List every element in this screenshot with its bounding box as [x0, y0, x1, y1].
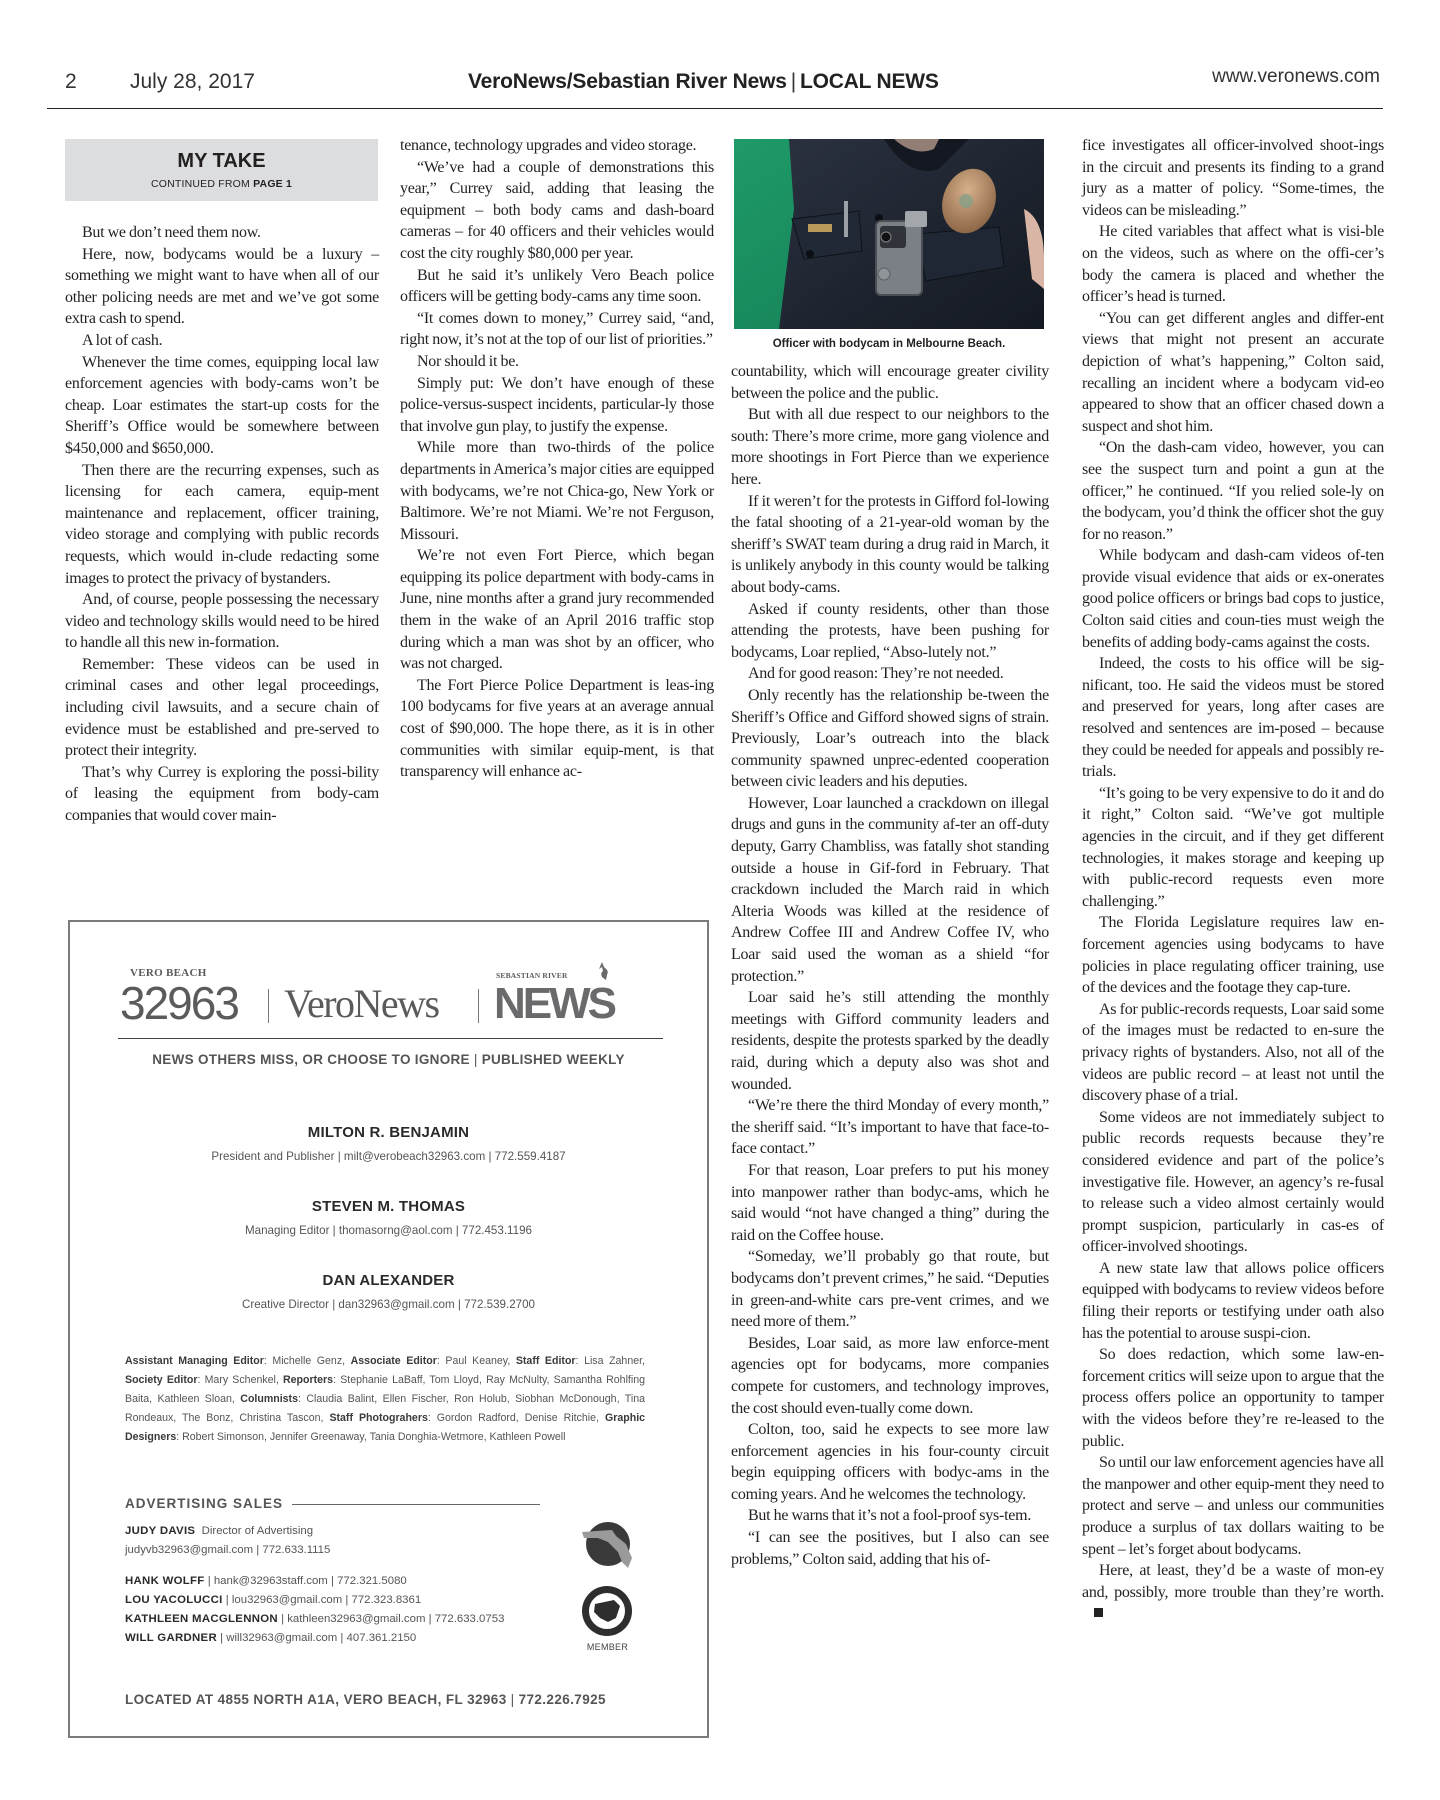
staff-role: Columnists: [240, 1393, 298, 1405]
location-line: [125, 1692, 606, 1708]
button: [806, 250, 814, 258]
article-column-4: [1082, 135, 1384, 1625]
logo-news: NEWS: [494, 979, 614, 1028]
staff-names: Paul Keaney: [445, 1355, 508, 1367]
logo-sebastian-river: SEBASTIAN RIVER: [496, 971, 568, 980]
paragraph: Loar said he’s still attending the monthly meetings with Gifford community leaders and residents, despite the protests sparked by the deadly raid, during which a deputy also was shot and wounded.: [731, 989, 1049, 1093]
paragraph: But we don’t need them now.: [82, 224, 261, 241]
paragraph: “You can get different angles and differ-ent views that might not present an accurate depiction of what’s happening,” Colton said, recalling an incident where a bodycam vid-eo appeared to show that an officer chased down a suspect and shot him.: [1082, 309, 1384, 435]
paragraph: And for good reason: They’re not needed.: [748, 665, 1004, 683]
staff-credits: Assistant Managing Editor: Michelle Genz, Associate Editor: Paul Keaney, Staff Editor: Lisa Zahner, Society Editor: Mary Schenkel, Reporters: Stephanie LaBaff, Tom Lloyd, Ray McNulty, Samantha Rohlfing Baita, Kathleen Sloan, Columnists: Claudia Balint, Ellen Fischer, Ron Holub, Siobhan McDonough, Tina Rondeaux, The Bonz, Christina Tascon, Staff Photograhers: Gordon Radford, Denise Ritchie, Graphic Designers: Robert Simonson, Jennifer Greenaway, Tania Donghia-Wetmore, Kathleen Powell: [125, 1355, 646, 1443]
paragraph: Colton, too, said he expects to see more law enforcement agencies in his four-county circuit begin equipping officers with bodyc-ams in the coming years. And he welcomes the technology.: [731, 1421, 1049, 1503]
staff-names: Michelle Genz: [272, 1355, 343, 1367]
paragraph: While more than two-thirds of the police departments in America’s major cities are equipped with bodycams, we’re not Chica-go, New York or Baltimore. We’re not Miami. We’re not Ferguson, Missouri.: [400, 439, 714, 543]
continued-from: [65, 178, 378, 191]
publication-title: [468, 70, 939, 94]
paragraph: Nor should it be.: [417, 352, 519, 370]
person-name: STEVEN M. THOMAS: [311, 1198, 466, 1215]
national-newspaper-association-seal: [580, 1584, 634, 1638]
staff-role: Graphic Designers: [125, 1412, 646, 1443]
paragraph: And, of course, people possessing the necessary video and technology skills would need to be hired to handle all this new in-formation.: [65, 591, 379, 652]
staff-role: Reporters: [283, 1374, 334, 1386]
paragraph: So until our law enforcement agencies have all the manpower and other equip-ment they need to protect and serve – and unless our communities produce a surplus of tax dollars waiting to be spent – let’s forget about bodycams.: [1082, 1454, 1384, 1558]
bodycam-clip: [905, 211, 927, 227]
name-bar: [808, 224, 832, 232]
paragraph: If it weren’t for the protests in Gifford fol-lowing the fatal shooting of a 21-year-old woman by the sheriff’s SWAT team during a drug raid in March, it is unlikely anybody in this county would be talking about body-cams.: [731, 492, 1049, 596]
member-label: MEMBER: [586, 1642, 629, 1652]
paragraph: For that reason, Loar prefers to put his money into manpower rather than bodyc-ams, which he said would “not have changed a thing” during the raid on the Coffee house.: [731, 1161, 1049, 1244]
photo-caption: Officer with bodycam in Melbourne Beach.: [772, 338, 1006, 350]
tagline-separator: |: [473, 1052, 478, 1067]
paragraph: Some videos are not immediately subject to public records requests because they’re considered evidence and part of the police’s investigative file. However, an agency’s re-fusal to release such a video almost certainly would prompt suspicion, particularly in cas-es of officer-involved shootings.: [1082, 1108, 1384, 1256]
paragraph: As for public-records requests, Loar said some of the images must be redacted to en-sure the privacy rights of bystanders. Also, not all of the videos are public record – at least not until the discovery phase of a trial.: [1082, 1000, 1384, 1105]
staff-names: Gordon Radford, Denise Ritchie: [436, 1412, 597, 1424]
paragraph: But he said it’s unlikely Vero Beach police officers will be getting body-cams any time soon.: [400, 266, 714, 306]
person-details: Creative Director | dan32963@gmail.com | 772.539.2700: [242, 1298, 535, 1311]
director-contact: judyvb32963@gmail.com | 772.633.1115: [125, 1544, 331, 1556]
logo-divider: [478, 989, 479, 1023]
paragraph: So does redaction, which some law-en-forcement critics will seize upon to argue that the process offers police an opportunity to tamper with the videos before they’re re-leased to the public.: [1082, 1346, 1384, 1450]
pelican-icon: [596, 961, 612, 981]
rep-name: KATHLEEN MACGLENNON: [125, 1613, 278, 1625]
rep-name: WILL GARDNER: [125, 1632, 217, 1644]
paragraph: Simply put: We don’t have enough of these police-versus-suspect incidents, particular-ly those that involve gun play, to justify the expense.: [400, 374, 714, 435]
paragraph: A new state law that allows police officers equipped with bodycams to review videos before filing their reports or testifying under oath also has the potential to arouse suspi-cion.: [1082, 1259, 1384, 1342]
my-take-heading: MY TAKE: [177, 150, 266, 172]
issue-date: July 28, 2017: [130, 70, 255, 93]
advertising-rep: [125, 1610, 555, 1629]
header-rule: [47, 108, 1383, 109]
person-details: Managing Editor | thomasorng@aol.com | 772.453.1196: [245, 1224, 532, 1237]
staff-role: Staff Photograhers: [329, 1412, 428, 1424]
publication-name: VeroNews/Sebastian River News: [468, 70, 787, 93]
end-of-story-mark: [1094, 1608, 1103, 1617]
paragraph: That’s why Currey is exploring the possi-bility of leasing the equipment from body-cam companies that would cover main-: [65, 763, 379, 825]
paragraph: But with all due respect to our neighbors to the south: There’s more crime, more gang violence and more shootings in Fort Pierce than we experience here.: [731, 406, 1049, 488]
paragraph: The Florida Legislature requires law en-forcement agencies using bodycams to have policies in place regulating officer training, use of the devices and the footage they cap-ture.: [1082, 914, 1384, 997]
continued-prefix: CONTINUED FROM: [150, 178, 250, 190]
continued-page-link[interactable]: PAGE 1: [253, 178, 293, 190]
bodycam-button: [878, 268, 890, 280]
location-phone: 772.226.7925: [518, 1692, 606, 1707]
logo-divider: [268, 989, 269, 1023]
masthead-tagline: [70, 1052, 707, 1068]
staff-names: Lisa Zahner: [584, 1355, 643, 1367]
advertising-rule: [292, 1504, 540, 1505]
paragraph: Besides, Loar said, as more law enforce-ment agencies opt for bodycams, more companies compete for customers, and technology improves, the cost should even-tually come down.: [731, 1334, 1049, 1417]
officer-bodycam-photo: [734, 139, 1044, 329]
person-details: President and Publisher | milt@verobeach32963.com | 772.559.4187: [211, 1150, 566, 1163]
paragraph: But he warns that it’s not a fool-proof sys-tem.: [748, 1507, 1032, 1525]
paragraph-continued: tenance, technology upgrades and video storage.: [400, 137, 697, 154]
florida-press-association-seal: [578, 1514, 638, 1574]
badge-seal: [959, 194, 973, 208]
masthead-box: [68, 920, 709, 1738]
rep-name: LOU YACOLUCCI: [125, 1594, 223, 1606]
rep-contact: | kathleen32963@gmail.com | 772.633.0753: [277, 1613, 505, 1625]
person-name: DAN ALEXANDER: [322, 1272, 455, 1289]
masthead-logo: [118, 967, 663, 1029]
bodycam-lens: [881, 232, 891, 242]
paragraph: “On the dash-cam video, however, you can see the suspect turn and point a gun at the officer,” he continued. “If you relied sole-ly on the bodycam, you’d think the officer shot the guy for no reason.”: [1082, 439, 1384, 543]
staff-names: Stephanie LaBaff, Tom Lloyd, Ray McNulty, Samantha Rohlfing Baita, Kathleen Sloan: [125, 1374, 646, 1405]
advertising-director: [125, 1522, 555, 1560]
paragraph: Indeed, the costs to his office will be sig-nificant, too. He said the videos must be stored and preserved for years, long after cases are resolved and sentences are im-posed – because they could be needed for appeals and possibly re-trials.: [1082, 655, 1384, 781]
masthead-rule: [118, 1038, 663, 1039]
paragraph: “I can see the positives, but I also can see problems,” Colton said, adding that his of-: [731, 1529, 1049, 1568]
person-name: MILTON R. BENJAMIN: [307, 1124, 470, 1141]
paragraph: While bodycam and dash-cam videos of-ten provide visual evidence that aids or ex-onerates good police officers or brings bad cops to justice, Colton said cities and coun-ties must weigh the benefits of adding body-cams against the costs.: [1082, 547, 1384, 651]
staff-role: Staff Editor: [515, 1355, 576, 1367]
paragraph: However, Loar launched a crackdown on illegal drugs and guns in the community af-ter an off-duty deputy, Garry Chambliss, was fatally shot standing outside a house in Gif-ford in February. That crackdown included the March raid in which Alteria Woods was killed at the residence of Andrew Coffee III and Andrew Coffee IV, who Loar said used the woman as a shield “for protection.”: [731, 794, 1049, 985]
tagline-right: PUBLISHED WEEKLY: [481, 1052, 625, 1067]
paragraph: Here, now, bodycams would be a luxury – something we might want to have when all of our other policing needs are met and we’ve got some extra cash to spend.: [65, 245, 379, 328]
staff-names: Robert Simonson, Jennifer Greenaway, Tania Donghia-Wetmore, Kathleen Powell: [182, 1431, 566, 1443]
article-column-1: [65, 222, 379, 827]
person-creative-director: [70, 1272, 707, 1312]
location-separator: |: [510, 1692, 515, 1707]
staff-role: Society Editor: [125, 1374, 198, 1386]
rep-name: HANK WOLFF: [125, 1575, 205, 1587]
paragraph: “We’ve had a couple of demonstrations this year,” Currey said, adding that leasing the equipment – both body cams and dash-board cameras – for 40 officers and their vehicles would cost the city roughly $80,000 per year.: [400, 158, 714, 262]
section-name: LOCAL NEWS: [799, 70, 939, 93]
paragraph: He cited variables that affect what is visi-ble on the videos, such as where on the offi-cer’s body the camera is placed and whether the officer’s head is turned.: [1082, 223, 1384, 306]
advertising-rep: [125, 1572, 555, 1591]
advertising-reps: [125, 1572, 555, 1648]
director-name: JUDY DAVIS: [125, 1525, 196, 1537]
rep-contact: | will32963@gmail.com | 407.361.2150: [216, 1632, 417, 1644]
logo-vero-beach: VERO BEACH: [130, 967, 207, 979]
staff-role: Assistant Managing Editor: [125, 1355, 264, 1367]
paragraph: A lot of cash.: [82, 331, 163, 349]
my-take-box: [65, 139, 378, 201]
paragraph: “It’s going to be very expensive to do it and do it right,” Colton said. “We’ve got multiple agencies in the circuit, and if they get different technologies, it makes storage and keeping up with public-record requests even more challenging.”: [1082, 784, 1384, 910]
staff-role: Associate Editor: [350, 1355, 437, 1367]
paragraph: Only recently has the relationship be-tween the Sheriff’s Office and Gifford showed signs of strain. Previously, Loar’s outreach into the black community spawned unprec-edented cooperation between civic leaders and his deputies.: [731, 686, 1049, 791]
paragraph: “It comes down to money,” Currey said, “and, right now, it’s not at the top of our list of priorities.”: [400, 309, 714, 349]
article-column-3: [731, 361, 1049, 1570]
paragraph: The Fort Pierce Police Department is leas-ing 100 bodycams for five years at an average annual cost of $90,000. The hope there, as it is in other communities with similar equip-ment, is that transparency will enhance ac-: [400, 676, 714, 781]
paragraph: “Someday, we’ll probably go that route, but bodycams don’t prevent crimes,” he said. “Deputies in green-and-white cars pre-vent crimes, and we need more of them.”: [731, 1248, 1049, 1331]
person-publisher: [70, 1124, 707, 1164]
paragraph: We’re not even Fort Pierce, which began equipping its police department with body-cams in June, nine months after a grand jury recommended them in the wake of an April 2016 traffic stop during which a man was shot by an officer, who was not charged.: [400, 547, 714, 673]
page-header: [65, 64, 1380, 98]
pocket-flap: [792, 211, 862, 259]
advertising-rep: [125, 1629, 555, 1648]
person-managing-editor: [70, 1198, 707, 1238]
advertising-rep: [125, 1591, 555, 1610]
rep-contact: | hank@32963staff.com | 772.321.5080: [204, 1575, 407, 1587]
tagline-left: NEWS OTHERS MISS, OR CHOOSE TO IGNORE: [152, 1052, 470, 1067]
staff-names: Mary Schenkel: [204, 1374, 276, 1386]
director-title: Director of Advertising: [201, 1525, 314, 1537]
logo-zip: 32963: [120, 977, 238, 1029]
paragraph: Whenever the time comes, equipping local law enforcement agencies with body-cams won’t be cheap. Loar estimates the start-up costs for the Sheriff’s Office would be somewhere between $450,000 and $650,000.: [65, 353, 379, 457]
rep-contact: | lou32963@gmail.com | 772.323.8361: [222, 1594, 422, 1606]
article-column-2: [400, 135, 714, 783]
pen: [844, 201, 848, 237]
title-separator: |: [790, 70, 796, 93]
logo-veronews: VeroNews: [284, 981, 439, 1026]
staff-names: Claudia Balint, Ellen Fischer, Ron Holub, Siobhan McDonough, Tina Rondeaux, The Bonz, Christina Tascon: [125, 1393, 645, 1424]
photo-illustration: [734, 139, 1044, 329]
website-link[interactable]: www.veronews.com: [1212, 66, 1380, 87]
paragraph: Remember: These videos can be used in criminal cases and other legal proceedings, including civil lawsuits, and a secure chain of evidence must be established and pre-served to protect their integrity.: [65, 655, 379, 760]
paragraph: “We’re there the third Monday of every month,” the sheriff said. “It’s important to have that face-to-face contact.”: [731, 1097, 1049, 1158]
advertising-heading: ADVERTISING SALES: [125, 1496, 284, 1511]
page-number: 2: [65, 70, 77, 93]
location-address: LOCATED AT 4855 NORTH A1A, VERO BEACH, FL 32963: [125, 1692, 507, 1707]
paragraph: Asked if county residents, other than those attending the protests, have been pushing for bodycams, Loar replied, “Abso-lutely not.”: [731, 600, 1049, 661]
paragraph-continued: fice investigates all officer-involved shoot-ings in the circuit and presents its finding to a grand jury as a matter of policy. “Some-times, the videos can be misleading.”: [1082, 137, 1384, 219]
paragraph: Here, at least, they’d be a waste of mon-ey and, possibly, more trouble than they’re worth.: [1082, 1560, 1384, 1625]
paragraph: Then there are the recurring expenses, such as licensing for each camera, equip-ment maintenance and replacement, officer training, video storage and complying with public records requests, which would in-clude redacting some images to protect the privacy of bystanders.: [65, 461, 379, 587]
paragraph-continued: countability, which will encourage greater civility between the police and the public.: [731, 363, 1049, 402]
